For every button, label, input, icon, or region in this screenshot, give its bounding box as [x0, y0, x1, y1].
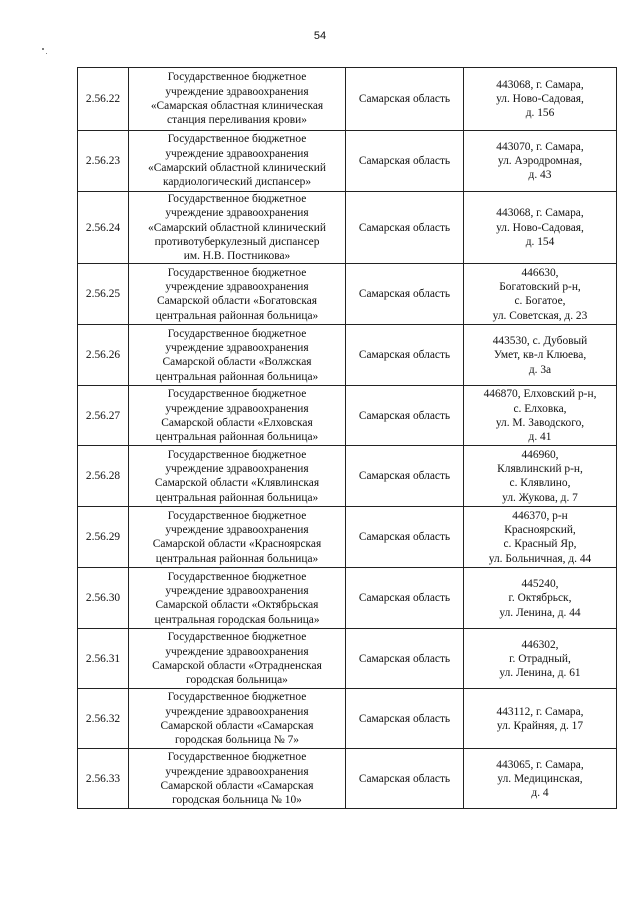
organization-name-line: станция переливания крови» [167, 114, 307, 127]
address-line: д. 4 [531, 787, 549, 800]
address-line: г. Отрадный, [509, 652, 571, 665]
organization-name-line: Государственное бюджетное [167, 266, 307, 279]
table-row [78, 749, 617, 809]
item-number: 2.56.23 [78, 131, 129, 192]
organization-name-line: учреждение здравоохранения [165, 85, 309, 98]
address-line: Умет, кв-л Клюева, [493, 349, 587, 362]
item-number: 2.56.26 [78, 325, 129, 386]
organization-name [129, 446, 346, 507]
address-line: с. Богатое, [514, 295, 566, 308]
organization-name-line: учреждение здравоохранения [165, 463, 309, 476]
organization-name-line: учреждение здравоохранения [165, 585, 309, 598]
organization-name-line: учреждение здравоохранения [165, 281, 309, 294]
organization-name-line: Государственное бюджетное [167, 71, 307, 84]
address-line: с. Елховка, [513, 402, 567, 415]
organization-name [129, 749, 346, 809]
table-row [78, 629, 617, 689]
address-line: ул. Больничная, д. 44 [488, 552, 592, 565]
table-row [78, 325, 617, 386]
region: Самарская область [346, 192, 464, 264]
organization-name-line: Государственное бюджетное [167, 509, 307, 522]
organization-name [129, 325, 346, 386]
organization-name [129, 68, 346, 131]
address-line: 443530, с. Дубовый [492, 335, 588, 348]
region: Самарская область [346, 689, 464, 749]
organization-name-line: городская больница № 7» [174, 734, 300, 747]
address [464, 68, 617, 131]
address-line: д. 154 [525, 235, 555, 248]
address-line: ул. Медицинская, [497, 772, 583, 785]
organization-name-line: Государственное бюджетное [167, 631, 307, 644]
address [464, 629, 617, 689]
organization-name-line: Самарской области «Самарская [160, 779, 314, 792]
organization-name-line: им. Н.В. Постникова» [183, 250, 291, 263]
address-line: 446302, [521, 638, 559, 651]
address-line: Клявлинский р-н, [497, 463, 583, 476]
address [464, 749, 617, 809]
region: Самарская область [346, 264, 464, 325]
table-row [78, 568, 617, 629]
address-line: ул. М. Заводского, [495, 416, 585, 429]
address-line: с. Красный Яр, [503, 538, 577, 551]
address-line: ул. Жукова, д. 7 [502, 491, 578, 504]
organization-name-line: учреждение здравоохранения [165, 207, 309, 220]
organization-name-line: центральная районная больница» [155, 370, 319, 383]
address-line: ул. Ново-Садовая, [496, 221, 584, 234]
organization-name-line: Государственное бюджетное [167, 448, 307, 461]
organization-name-line: Государственное бюджетное [167, 327, 307, 340]
address [464, 386, 617, 446]
organization-name-line: учреждение здравоохранения [165, 524, 309, 537]
address-line: д. 41 [528, 431, 552, 444]
item-number: 2.56.31 [78, 629, 129, 689]
address-line: 443068, г. Самара, [496, 78, 584, 91]
organization-name-line: учреждение здравоохранения [165, 705, 309, 718]
address-line: д. 156 [525, 107, 555, 120]
item-number: 2.56.32 [78, 689, 129, 749]
address-line: 446370, р-н [512, 509, 568, 522]
table-row [78, 507, 617, 568]
item-number: 2.56.27 [78, 386, 129, 446]
address [464, 325, 617, 386]
item-number: 2.56.30 [78, 568, 129, 629]
page-number: 54 [313, 30, 327, 42]
organization-name-line: учреждение здравоохранения [165, 402, 309, 415]
address-line: ул. Советская, д. 23 [492, 309, 588, 322]
organization-name-line: «Самарский областной клинический [148, 221, 326, 234]
region: Самарская область [346, 568, 464, 629]
address-line: Красноярский, [504, 524, 576, 537]
address [464, 192, 617, 264]
organization-name-line: центральная районная больница» [155, 309, 319, 322]
region: Самарская область [346, 507, 464, 568]
organization-name [129, 264, 346, 325]
organization-name [129, 192, 346, 264]
scan-speck [46, 53, 47, 54]
address [464, 131, 617, 192]
organization-name-line: Самарской области «Богатовская [156, 295, 318, 308]
organization-name-line: центральная районная больница» [155, 552, 319, 565]
address [464, 689, 617, 749]
organization-name-line: центральная городская больница» [154, 613, 320, 626]
organization-name-line: учреждение здравоохранения [165, 147, 309, 160]
organization-name-line: Государственное бюджетное [167, 133, 307, 146]
address [464, 446, 617, 507]
item-number: 2.56.22 [78, 68, 129, 131]
address-line: 443065, г. Самара, [496, 758, 584, 771]
organization-name-line: Государственное бюджетное [167, 691, 307, 704]
organization-name-line: Государственное бюджетное [167, 388, 307, 401]
address-line: ул. Крайняя, д. 17 [496, 719, 584, 732]
item-number: 2.56.25 [78, 264, 129, 325]
item-number: 2.56.29 [78, 507, 129, 568]
table-row [78, 192, 617, 264]
region: Самарская область [346, 131, 464, 192]
organization-name-line: Самарской области «Клявлинская [154, 477, 320, 490]
organization-name-line: «Самарский областной клинический [148, 162, 326, 174]
organization-name-line: Самарской области «Волжская [162, 356, 312, 369]
organization-name [129, 629, 346, 689]
address-line: 446870, Елховский р-н, [483, 388, 597, 401]
organization-name-line: центральная районная больница» [155, 431, 319, 444]
organization-name [129, 131, 346, 192]
address [464, 568, 617, 629]
address-line: с. Клявлино, [509, 477, 571, 490]
table-row [78, 264, 617, 325]
organization-name-line: учреждение здравоохранения [165, 765, 309, 778]
organization-name-line: Самарской области «Елховская [161, 416, 313, 429]
organization-name [129, 689, 346, 749]
address-line: Богатовский р-н, [499, 281, 581, 294]
table-row [78, 68, 617, 131]
address-line: ул. Ленина, д. 44 [499, 606, 581, 619]
address-line: 446630, [521, 266, 559, 279]
address-line: 445240, [521, 578, 559, 591]
registry-table [77, 67, 617, 809]
organization-name [129, 507, 346, 568]
address-line: 443068, г. Самара, [496, 207, 584, 220]
region: Самарская область [346, 749, 464, 809]
organization-name-line: Самарской области «Отрадненская [152, 659, 322, 672]
organization-name-line: Государственное бюджетное [167, 751, 307, 764]
address-line: 443070, г. Самара, [496, 140, 584, 153]
address-line: ул. Аэродромная, [497, 154, 583, 167]
region: Самарская область [346, 446, 464, 507]
address-line: д. 3а [528, 363, 552, 376]
organization-name-line: учреждение здравоохранения [165, 342, 309, 355]
organization-name-line: кардиологический диспансер» [162, 176, 312, 189]
table-row [78, 446, 617, 507]
address-line: 446960, [521, 448, 559, 461]
organization-name-line: Самарской области «Самарская [160, 719, 314, 732]
organization-name-line: «Самарская областная клиническая [150, 100, 324, 112]
organization-name-line: городская больница» [186, 674, 288, 687]
region: Самарская область [346, 68, 464, 131]
organization-name-line: Самарской области «Октябрьская [155, 599, 319, 612]
item-number: 2.56.33 [78, 749, 129, 809]
address-line: ул. Ново-Садовая, [496, 92, 584, 105]
organization-name-line: городская больница № 10» [172, 794, 302, 807]
organization-name-line: Государственное бюджетное [167, 193, 307, 205]
organization-name-line: противотуберкулезный диспансер [154, 235, 320, 248]
organization-name-line: учреждение здравоохранения [165, 645, 309, 658]
table-row [78, 689, 617, 749]
address-line: 443112, г. Самара, [496, 705, 584, 718]
address-line: г. Октябрьск, [508, 592, 572, 605]
organization-name-line: центральная районная больница» [155, 491, 319, 504]
address [464, 507, 617, 568]
item-number: 2.56.24 [78, 192, 129, 264]
address-line: д. 43 [528, 169, 552, 182]
region: Самарская область [346, 629, 464, 689]
region: Самарская область [346, 325, 464, 386]
organization-name [129, 568, 346, 629]
scan-speck [42, 48, 44, 50]
item-number: 2.56.28 [78, 446, 129, 507]
region: Самарская область [346, 386, 464, 446]
table-row [78, 386, 617, 446]
organization-name-line: Самарской области «Красноярская [152, 538, 322, 551]
table-row [78, 131, 617, 192]
address-line: ул. Ленина, д. 61 [499, 667, 581, 680]
organization-name [129, 386, 346, 446]
address [464, 264, 617, 325]
organization-name-line: Государственное бюджетное [167, 570, 307, 583]
